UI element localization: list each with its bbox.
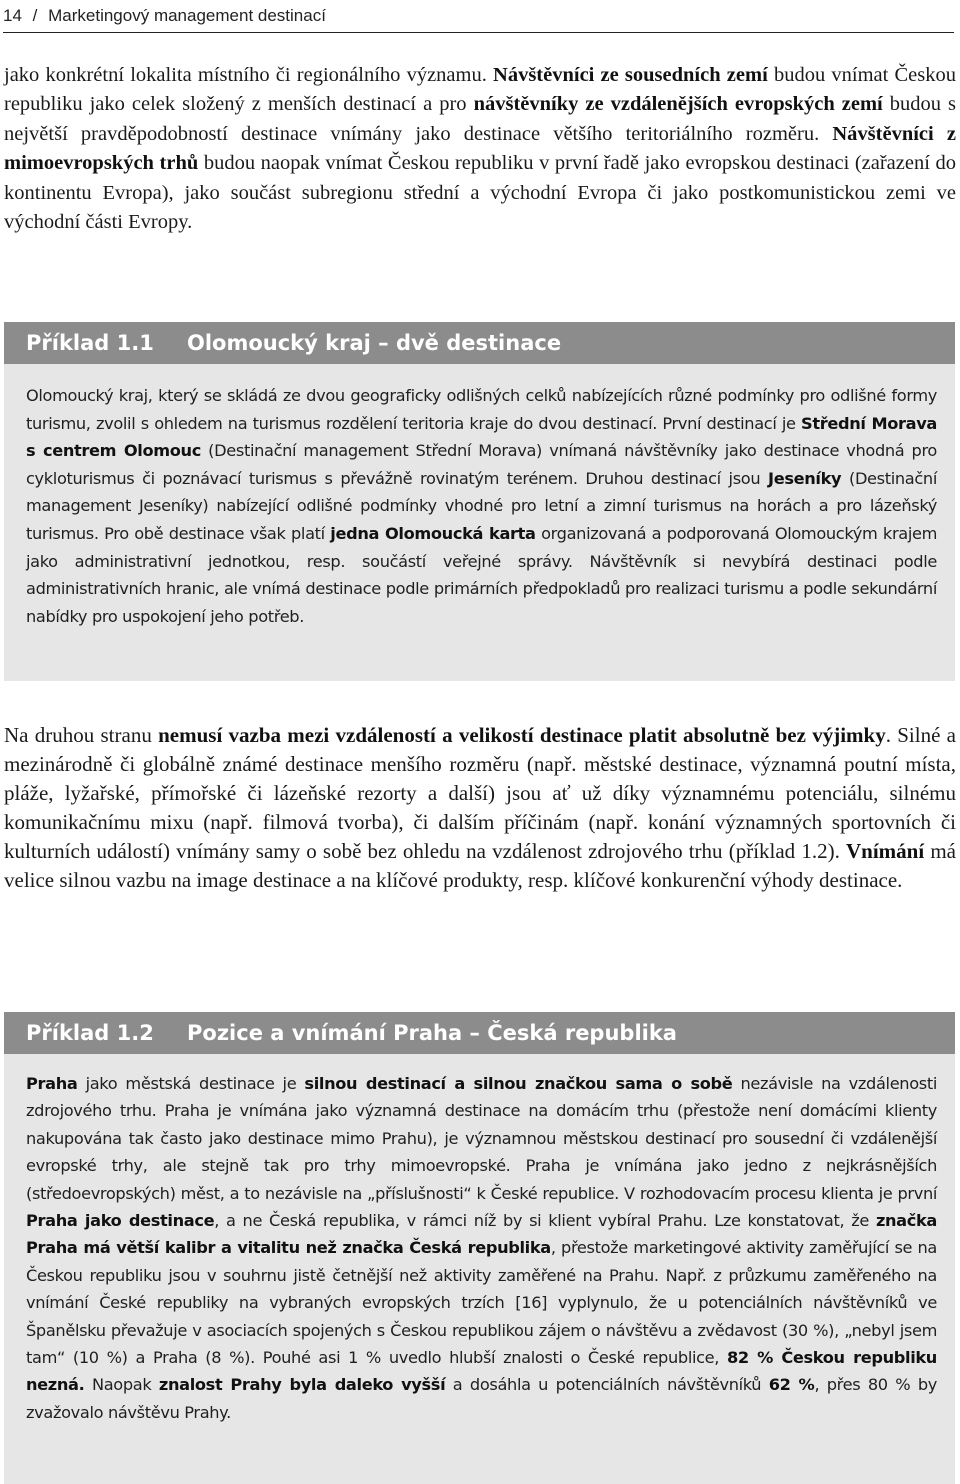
header-separator: / (32, 6, 38, 25)
example-2-text (26, 1070, 937, 1426)
example-2-title: Pozice a vnímání Praha – Česká republika (187, 1021, 677, 1045)
emphasis-text: Návštěvníci z mimoevropských trhů (4, 122, 956, 175)
text-run: nezávisle na vzdálenosti zdrojového trhu. Praha je vnímána jako významná destinace na domácím trhu (přestože není domácími klienty nakupována tak často jako destinace mimo Prahu), je významnou městskou destinací pro sousední či vzdálenější evropské trhy, ale stejně tak pro trhy mimoevropské. Praha je vnímána jako jedno z nejkrásnějších (středoevropských) měst, a to nezávisle na „příslušnosti“ k České republice. V rozhodovacím procesu klienta je první (26, 1074, 937, 1203)
example-1-label: Příklad 1.1 (26, 331, 154, 355)
emphasis-text: Střední Morava s centrem Olomouc (26, 413, 937, 461)
text-run: . Silné a mezinárodně či globálně známé destinace menšího rozměru (např. městské destinace, významná poutní místa, pláže, lyžařské, přímořské či lázeňské rezorty a další) jsou ať už díky významnému potenciálu, silnému komunikačnímu mixu (např. filmová tvorba), či dalším příčinám (např. konání významných sportovních či kulturních událostí) vnímány samy o sobě bez ohledu na vzdálenost zdrojového trhu (příklad 1.2). (4, 723, 956, 863)
example-1-header (4, 322, 955, 364)
text-run: , přestože marketingové aktivity zaměřující se na Českou republiku jsou v souhrnu jistě četnější než aktivity zaměřené na Prahu. Např. z průzkumu zaměřeného na vnímání České republiky na vybraných evropských trzích [16] vyplynulo, že u potenciálních návštěvníků ve Španělsku převažuje v asociacích spojených s Českou republikou zájem o návštěvu a zvědavost (30 %), „nebyl jsem tam“ (10 %) a Praha (8 %). Pouhé asi 1 % uvedlo hlubší znalosti o České republice, (26, 1238, 937, 1368)
text-run: , a ne Česká republika, v rámci níž by si klient vybíral Prahu. Lze konstatovat, že (214, 1211, 876, 1231)
text-run: jako konkrétní lokalita místního či regionálního významu. (4, 64, 494, 86)
emphasis-text: značka Praha má větší kalibr a vitalitu než značka Česká republika (26, 1211, 937, 1258)
text-run: Naopak (84, 1375, 159, 1395)
example-1-text (26, 382, 937, 630)
emphasis-text: Jeseníky (768, 468, 842, 488)
emphasis-text: Praha jako destinace (26, 1211, 215, 1231)
text-run: , přes 80 % by zvažovalo návštěvu Prahy. (26, 1375, 937, 1422)
text-run: (Destinační management Střední Morava) vnímaná návštěvníky jako destinace vhodná pro cykloturismus či poznávací turismus s převážně rovinatým terénem. Druhou destinací jsou (26, 441, 937, 488)
emphasis-text: jedna Olomoucká karta (330, 523, 536, 543)
emphasis-text: znalost Prahy byla daleko vyšší (158, 1375, 446, 1395)
text-run: Na druhou stranu (4, 723, 159, 747)
body-paragraph-1 (4, 61, 956, 237)
text-run: má velice silnou vazbu na image destinace a na klíčové produkty, resp. klíčové konkurenční výhody destinace. (4, 839, 956, 892)
example-2-header (4, 1012, 955, 1054)
emphasis-text: nemusí vazba mezi vzdáleností a velikostí destinace platit absolutně bez výjimky (158, 723, 886, 747)
emphasis-text: 82 % Českou republiku nezná. (26, 1348, 937, 1395)
example-2-label: Příklad 1.2 (26, 1021, 154, 1045)
emphasis-text: Vnímání (846, 839, 925, 863)
emphasis-text: návštěvníky ze vzdálenějších evropských zemí (473, 93, 883, 116)
text-run: (Destinační management Jeseníky) nabízející odlišné podmínky vhodné pro letní a zimní turismus na horách a pro lázeňský turismus. Pro obě destinace však platí (26, 468, 937, 543)
emphasis-text: silnou destinací a silnou značkou sama o sobě (304, 1074, 733, 1093)
page-number: 14 (3, 6, 22, 25)
text-run: budou s největší pravděpodobností destinace vnímány jako destinace většího teritoriálního rozměru. (4, 93, 957, 145)
emphasis-text: Praha (26, 1074, 78, 1093)
text-run: jako městská destinace je (77, 1074, 305, 1093)
example-1-title: Olomoucký kraj – dvě destinace (187, 331, 562, 355)
text-run: a dosáhla u potenciálních návštěvníků (445, 1375, 769, 1395)
body-paragraph-2 (4, 721, 956, 895)
text-run: organizovaná a podporovaná Olomouckým krajem jako administrativní jednotkou, resp. součástí veřejné správy. Návštěvník si nevybírá destinaci podle administrativních hranic, ale vnímá destinace podle primárních předpokladů pro realizaci turismu a podle sekundární nabídky pro uspokojení jeho potřeb. (26, 523, 937, 626)
example-1-box (4, 364, 955, 681)
book-title: Marketingový management destinací (48, 6, 326, 25)
emphasis-text: Návštěvníci ze sousedních zemí (493, 64, 768, 86)
example-2-box (4, 1054, 955, 1484)
page-header (3, 2, 954, 33)
text-run: Olomoucký kraj, který se skládá ze dvou geograficky odlišných celků nabízejících různé podmínky pro odlišné formy turismu, zvolil s ohledem na turismus rozdělení teritoria kraje do dvou destinací. První destinací je (26, 386, 937, 433)
text-run: budou naopak vnímat Českou republiku v první řadě jako evropskou destinaci (zařazení do kontinentu Evropa), jako součást subregionu střední a východní Evropa či jako postkomunistickou zemi ve východní části Evropy. (4, 152, 956, 234)
emphasis-text: 62 % (768, 1375, 815, 1395)
text-run: budou vnímat Českou republiku jako celek složený z menších destinací a pro (4, 64, 956, 116)
